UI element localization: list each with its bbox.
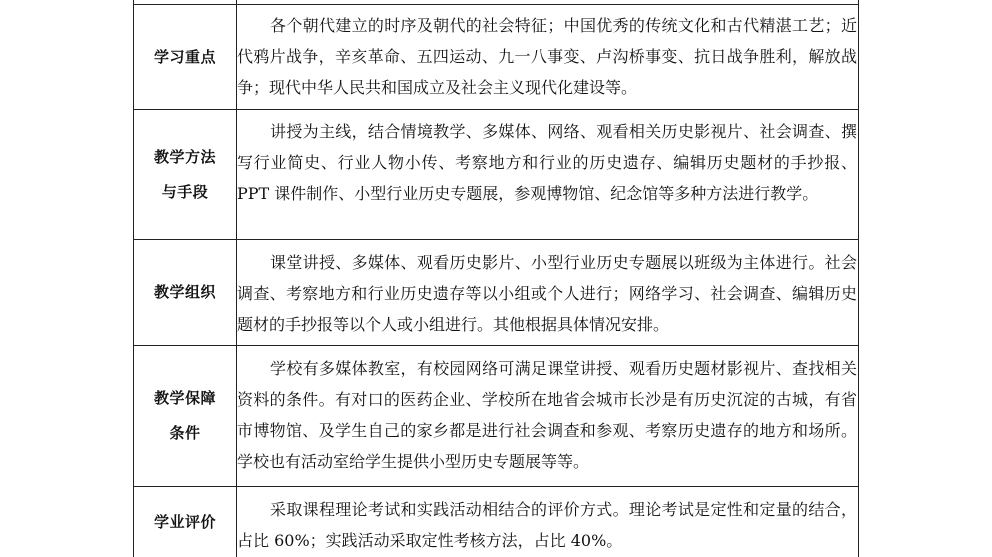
- row-divider: [133, 4, 859, 5]
- row-label-text: 教学组织: [153, 283, 216, 301]
- row-divider: [133, 486, 859, 487]
- row-label-text: 学习重点: [153, 47, 216, 66]
- row-label-teaching-support: [134, 346, 236, 486]
- row-label-teaching-methods: [134, 110, 236, 239]
- row-label-teaching-organization: [134, 240, 236, 345]
- row-content-teaching-organization: 课堂讲授、多媒体、观看历史影片、小型行业历史专题展以班级为主体进行。社会调查、考察地方和行业历史遗存等以小组或个人进行；网络学习、社会调查、编辑历史题材的手抄报等以个人或小组进行。其他根据具体情况安排。: [237, 253, 857, 334]
- row-content-key-points: 各个朝代建立的时序及朝代的社会特征；中国优秀的传统文化和古代精湛工艺；近代鸦片战争，辛亥革命、五四运动、九一八事变、卢沟桥事变、抗日战争胜利，解放战争；现代中华人民共和国成立及社会主义现代化建设等。: [237, 16, 857, 97]
- row-label-text-line-1: 教学方法: [153, 147, 216, 166]
- table-border-right: [858, 0, 859, 557]
- row-content-assessment: 采取课程理论考试和实践活动相结合的评价方式。理论考试是定性和定量的结合，占比 60%；实践活动采取定性考核方法，占比 40%。: [237, 500, 857, 550]
- row-content-teaching-support: 学校有多媒体教室，有校园网络可满足课堂讲授、观看历史题材影视片、查找相关资料的条件。有对口的医药企业、学校所在地省会城市长沙是有历史沉淀的古城，有省市博物馆、及学生自己的家乡都是进行社会调查和参观、考察历史遗存的地方和场所。学校也有活动室给学生提供小型历史专题展等等。: [237, 359, 857, 471]
- row-divider: [133, 109, 859, 110]
- row-label-text: 学业评价: [153, 512, 216, 531]
- row-label-text-line-2: 条件: [169, 424, 201, 442]
- row-divider: [133, 345, 859, 346]
- row-label-key-points: [134, 5, 236, 109]
- row-content-teaching-methods: 讲授为主线，结合情境教学、多媒体、网络、观看相关历史影视片、社会调查、撰写行业简史、行业人物小传、考察地方和行业的历史遗存、编辑历史题材的手抄报、PPT 课件制作、小型行业历史专题展，参观博物馆、纪念馆等多种方法进行教学。: [237, 122, 857, 203]
- row-label-text-line-2: 与手段: [161, 182, 209, 201]
- row-label-text-line-1: 教学保障: [153, 389, 216, 407]
- row-label-assessment: [134, 487, 236, 557]
